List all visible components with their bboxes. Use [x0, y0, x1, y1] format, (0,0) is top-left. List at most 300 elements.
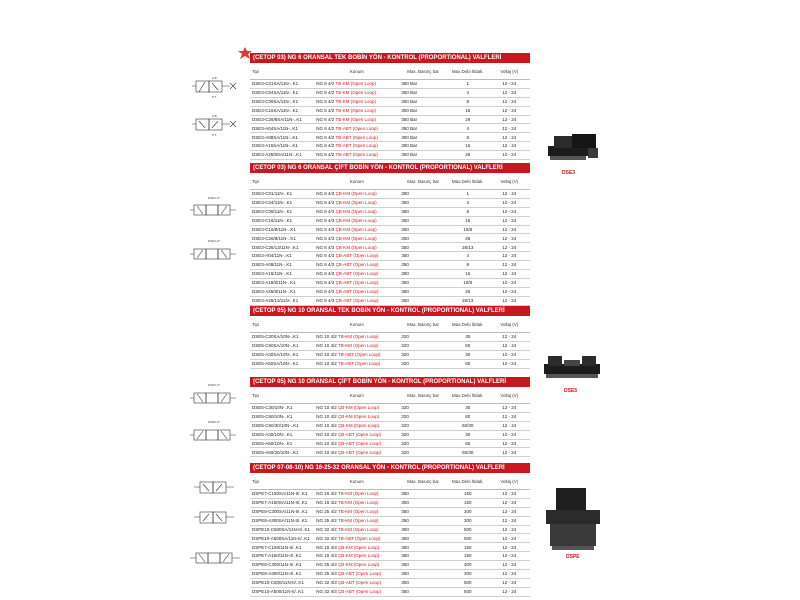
cell-voltage: 12 - 24	[488, 216, 530, 225]
position-mode: TB-KM (Open Loop)	[335, 81, 376, 87]
svg-text:P T: P T	[212, 95, 217, 99]
table-row	[250, 552, 530, 561]
position-size: NG 6 4/3	[316, 262, 335, 268]
position-mode: TB-KM (Open Loop)	[337, 491, 379, 497]
cell-position	[314, 507, 399, 516]
cell-flow: 16/8	[447, 278, 488, 287]
cell-position	[314, 142, 399, 151]
cell-flow: 30	[447, 430, 488, 439]
position-size: NG 32 4/3	[316, 580, 337, 586]
position-mode: ÇB-ABT (Open Loop)	[338, 431, 381, 437]
section-title: (CETOP 03) NG 6 ORANSAL ÇİFT BOBİN YÖN - KONTROL (PROPORTIONAL) VALFLERİ	[250, 163, 530, 173]
cell-pressure: 350	[399, 578, 447, 587]
position-size: NG 6 4/3	[316, 191, 335, 197]
cell-voltage: 12 - 24	[488, 507, 530, 516]
table-row	[250, 142, 530, 151]
cell-flow: 4	[447, 88, 488, 97]
cell-voltage: 12 - 24	[488, 552, 530, 561]
valve-product-image	[542, 352, 604, 387]
table-row	[250, 278, 530, 287]
position-size: NG 25 4/3	[316, 562, 337, 568]
cell-position	[314, 296, 399, 305]
table-row	[250, 561, 530, 570]
cell-pressure: 350	[399, 543, 447, 552]
position-mode: TB-KM (Open Loop)	[337, 517, 379, 523]
position-mode: ÇB-KM (Open Loop)	[335, 235, 377, 241]
position-mode: ÇB-ABT (Open Loop)	[338, 571, 381, 577]
cell-voltage: 12 - 24	[488, 261, 530, 270]
cell-pressure: 320	[399, 421, 447, 430]
cell-position	[314, 350, 399, 359]
cell-position	[314, 216, 399, 225]
cell-type: DSE5-A60/30/10N-..K1	[250, 448, 314, 457]
section-title: (CETOP 05) NG 10 ORANSAL ÇİFT BOBİN YÖN - KONTROL (PROPORTIONAL) VALFLERİ	[250, 377, 530, 387]
cell-flow: 16	[447, 270, 488, 279]
position-size: NG 6 4/3	[316, 200, 335, 206]
cell-pressure: 350	[399, 225, 447, 234]
position-mode: TB-ABT (Open Loop)	[337, 360, 381, 366]
cell-voltage: 12 - 24	[488, 243, 530, 252]
table-row	[250, 207, 530, 216]
cell-flow: 8	[447, 133, 488, 142]
position-size: NG 6 4/3	[316, 209, 335, 215]
cell-flow: 500	[447, 534, 488, 543]
spec-table	[250, 387, 530, 457]
position-size: NG 6 4/3	[316, 280, 335, 286]
cell-flow: 30	[447, 350, 488, 359]
cell-flow: 26	[447, 234, 488, 243]
product-label: DSPE	[566, 554, 580, 560]
cell-type: DSE5-A30/10N-..K1	[250, 430, 314, 439]
cell-pressure: 350 Bar	[399, 106, 447, 115]
cell-flow: 30	[447, 404, 488, 413]
cell-pressure: 320	[399, 350, 447, 359]
cell-pressure: 350	[399, 507, 447, 516]
table-row	[250, 570, 530, 579]
col-header-flow: Max.Debi lt/dak.	[447, 387, 488, 404]
cell-type: DSE3-C01SA/11N-..K1	[250, 80, 314, 89]
cell-pressure: 350 Bar	[399, 80, 447, 89]
cell-voltage: 12 - 24	[488, 234, 530, 243]
cell-position	[314, 525, 399, 534]
table-row	[250, 225, 530, 234]
col-header-type: Tipi	[250, 387, 314, 404]
cell-position	[314, 252, 399, 261]
position-size: NG 10 4/2	[316, 405, 337, 411]
table-row	[250, 80, 530, 89]
col-header-pressure: Max. Basınç bar	[399, 63, 447, 80]
table-row	[250, 124, 530, 133]
cell-position	[314, 115, 399, 124]
cell-pressure: 320	[399, 439, 447, 448]
cell-pressure: 350	[399, 516, 447, 525]
position-size: NG 16 4/2	[316, 491, 337, 497]
cell-flow: 16	[447, 106, 488, 115]
col-header-flow: Max.Debi lt/dak.	[447, 473, 488, 490]
cell-position	[314, 578, 399, 587]
position-size: NG 10 4/2	[316, 423, 337, 429]
table-row	[250, 97, 530, 106]
cell-type: DSPE8-C300SA/11N-II/..K1	[250, 507, 314, 516]
col-header-voltage: Voltaj (V)	[488, 387, 530, 404]
cell-voltage: 12 - 24	[488, 198, 530, 207]
cell-flow: 150	[447, 498, 488, 507]
cell-pressure: 350	[399, 234, 447, 243]
cell-position	[314, 552, 399, 561]
col-header-type: Tipi	[250, 173, 314, 190]
cell-pressure: 350	[399, 190, 447, 199]
cell-voltage: 12 - 24	[488, 490, 530, 499]
cell-pressure: 320	[399, 359, 447, 368]
cell-flow: 26	[447, 115, 488, 124]
spec-table	[250, 316, 530, 369]
cell-position	[314, 404, 399, 413]
cell-voltage: 12 - 24	[488, 587, 530, 596]
cell-voltage: 12 - 24	[488, 270, 530, 279]
cell-pressure: 350	[399, 198, 447, 207]
cell-pressure: 350 Bar	[399, 133, 447, 142]
cell-type: DSE3-C16/8/11N-..K1	[250, 225, 314, 234]
position-mode: TB-ABT (Open Loop)	[335, 125, 378, 131]
symbol-label: DSE3-A*	[208, 239, 221, 243]
cell-position	[314, 412, 399, 421]
table-row	[250, 490, 530, 499]
cell-flow: 4	[447, 198, 488, 207]
cell-type: DSE3-A26/8SA/11N-..K1	[250, 151, 314, 160]
position-size: NG 6 4/2	[316, 81, 335, 87]
cell-pressure: 350	[399, 287, 447, 296]
col-header-type: Tipi	[250, 316, 314, 333]
cell-flow: 4	[447, 252, 488, 261]
cell-flow: 60	[447, 439, 488, 448]
position-mode: ÇB-KM (Open Loop)	[335, 191, 377, 197]
position-size: NG 10 4/2	[316, 440, 337, 446]
cell-position	[314, 448, 399, 457]
position-mode: TB-KM (Open Loop)	[335, 99, 376, 105]
table-row	[250, 252, 530, 261]
position-size: NG 25 4/2	[316, 509, 337, 515]
col-header-type: Tipi	[250, 63, 314, 80]
cell-type: DSE3-C04/11N-..K1	[250, 198, 314, 207]
cell-type: DSPE7-A150/11N-II/..K1	[250, 552, 314, 561]
cell-pressure: 350	[399, 296, 447, 305]
table-row	[250, 151, 530, 160]
cell-type: DSPE10-A500SA/11N-II/..K1	[250, 534, 314, 543]
cell-voltage: 12 - 24	[488, 115, 530, 124]
col-header-position: Konum	[314, 387, 399, 404]
cell-voltage: 12 - 24	[488, 80, 530, 89]
cell-flow: 60	[447, 359, 488, 368]
col-header-voltage: Voltaj (V)	[488, 473, 530, 490]
cell-position	[314, 333, 399, 342]
position-mode: ÇB-KM (Open Loop)	[335, 209, 377, 215]
cell-type: DSE5-A60SA/10N-..K1	[250, 359, 314, 368]
cell-voltage: 12 - 24	[488, 525, 530, 534]
position-mode: ÇB-KM (Open Loop)	[338, 414, 380, 420]
section-ng16-32	[250, 463, 530, 597]
position-size: NG 10 4/2	[316, 414, 337, 420]
cell-position	[314, 421, 399, 430]
cell-pressure: 350	[399, 525, 447, 534]
table-row	[250, 525, 530, 534]
cell-position	[314, 561, 399, 570]
table-row	[250, 133, 530, 142]
cell-pressure: 350 Bar	[399, 124, 447, 133]
table-row	[250, 448, 530, 457]
cell-voltage: 12 - 24	[488, 207, 530, 216]
cell-type: DSE3-C01/11N-..K1	[250, 190, 314, 199]
valve-product-image	[542, 488, 604, 557]
cell-type: DSE3-C04SA/11N-..K1	[250, 88, 314, 97]
position-size: NG 10 4/2	[316, 360, 337, 366]
cell-type: DSPE8-A300SA/11N-II/..K1	[250, 516, 314, 525]
cell-position	[314, 106, 399, 115]
cell-type: DSE3-C26/8SA/11N-..K1	[250, 115, 314, 124]
cell-type: DSE5-C30/10N-..K1	[250, 404, 314, 413]
cell-voltage: 12 - 24	[488, 142, 530, 151]
position-mode: ÇB-KM (Open Loop)	[335, 200, 377, 206]
cell-pressure: 350 Bar	[399, 151, 447, 160]
table-row	[250, 534, 530, 543]
cell-type: DSPE7-C150SA/11N-II/..K1	[250, 490, 314, 499]
position-size: NG 6 4/3	[316, 235, 335, 241]
position-size: NG 6 4/2	[316, 125, 335, 131]
cell-position	[314, 97, 399, 106]
cell-flow: 150	[447, 552, 488, 561]
position-mode: ÇB-ABT (Open Loop)	[338, 589, 381, 595]
cell-position	[314, 190, 399, 199]
cell-flow: 60/30	[447, 421, 488, 430]
cell-position	[314, 570, 399, 579]
table-row	[250, 404, 530, 413]
cell-position	[314, 498, 399, 507]
col-header-pressure: Max. Basınç bar	[399, 387, 447, 404]
cell-pressure: 320	[399, 404, 447, 413]
cell-pressure: 350	[399, 270, 447, 279]
cell-flow: 300	[447, 507, 488, 516]
col-header-flow: Max.Debi lt/dak.	[447, 316, 488, 333]
cell-position	[314, 534, 399, 543]
table-row	[250, 412, 530, 421]
cell-voltage: 12 - 24	[488, 430, 530, 439]
position-size: NG 25 4/3	[316, 571, 337, 577]
cell-pressure: 350	[399, 261, 447, 270]
table-row	[250, 270, 530, 279]
cell-pressure: 350	[399, 561, 447, 570]
symbol-label: DSE3-C*	[208, 196, 221, 200]
cell-pressure: 350	[399, 243, 447, 252]
cell-pressure: 350 Bar	[399, 97, 447, 106]
position-size: NG 25 4/2	[316, 517, 337, 523]
cell-type: DSE3-A08SA/11N-..K1	[250, 133, 314, 142]
cell-flow: 60	[447, 412, 488, 421]
cell-type: DSE3-A04SA/11N-..K1	[250, 124, 314, 133]
cell-pressure: 350 Bar	[399, 142, 447, 151]
svg-text:A B: A B	[212, 114, 217, 118]
position-mode: TB-ABT (Open Loop)	[335, 152, 378, 158]
cell-voltage: 12 - 24	[488, 124, 530, 133]
position-size: NG 6 4/2	[316, 143, 335, 149]
cell-flow: 60/30	[447, 448, 488, 457]
cell-pressure: 320	[399, 341, 447, 350]
cell-flow: 26/13	[447, 243, 488, 252]
col-header-flow: Max.Debi lt/dak.	[447, 173, 488, 190]
cell-flow: 1	[447, 80, 488, 89]
position-mode: ÇB-KM (Open Loop)	[338, 562, 380, 568]
cell-pressure: 320	[399, 430, 447, 439]
cell-flow: 26	[447, 151, 488, 160]
cell-voltage: 12 - 24	[488, 341, 530, 350]
position-mode: TB-KM (Open Loop)	[337, 343, 379, 349]
table-row	[250, 216, 530, 225]
symbol-label: DSE5-C*	[208, 383, 221, 387]
cell-position	[314, 124, 399, 133]
cell-flow: 16	[447, 216, 488, 225]
table-row	[250, 350, 530, 359]
position-size: NG 6 4/3	[316, 253, 335, 259]
spec-table	[250, 63, 530, 160]
cell-voltage: 12 - 24	[488, 570, 530, 579]
position-mode: TB-KM (Open Loop)	[337, 526, 379, 532]
cell-type: DSE3-A26/8/11N-..K1	[250, 287, 314, 296]
section-ng6-double-coil	[250, 163, 530, 306]
table-row	[250, 261, 530, 270]
cell-flow: 60	[447, 341, 488, 350]
table-row	[250, 333, 530, 342]
position-mode: ÇB-KM (Open Loop)	[338, 544, 380, 550]
position-mode: ÇB-KM (Open Loop)	[335, 226, 377, 232]
symbol-label: DSE5-A*	[208, 420, 221, 424]
col-header-voltage: Voltaj (V)	[488, 173, 530, 190]
cell-pressure: 350	[399, 534, 447, 543]
section-ng10-single-coil	[250, 306, 530, 369]
cell-type: DSE5-C60SA/10N-..K1	[250, 341, 314, 350]
position-size: NG 6 4/2	[316, 107, 335, 113]
position-mode: ÇB-ABT (Open Loop)	[335, 297, 379, 303]
cell-type: DSE3-C26/8/11N-..K1	[250, 234, 314, 243]
cell-pressure: 320	[399, 412, 447, 421]
position-size: NG 10 4/2	[316, 431, 337, 437]
table-row	[250, 296, 530, 305]
cell-position	[314, 270, 399, 279]
cell-position	[314, 198, 399, 207]
position-size: NG 32 4/2	[316, 526, 337, 532]
cell-flow: 300	[447, 561, 488, 570]
cell-type: DSPE8-C300/11N-II/..K1	[250, 561, 314, 570]
cell-type: DSE3-C08/11N-..K1	[250, 207, 314, 216]
col-header-voltage: Voltaj (V)	[488, 316, 530, 333]
position-size: NG 10 4/2	[316, 334, 337, 340]
position-mode: TB-ABT (Open Loop)	[335, 134, 378, 140]
cell-position	[314, 430, 399, 439]
table-body	[250, 490, 530, 597]
valve-symbol-icon	[190, 244, 242, 271]
cell-type: DSE3-C08SA/11N-..K1	[250, 97, 314, 106]
cell-voltage: 12 - 24	[488, 106, 530, 115]
cell-type: DSE3-A16/11N-..K1	[250, 270, 314, 279]
position-mode: ÇB-ABT (Open Loop)	[338, 580, 381, 586]
table-body	[250, 404, 530, 457]
cell-position	[314, 234, 399, 243]
table-row	[250, 359, 530, 368]
cell-flow: 16/8	[447, 225, 488, 234]
position-mode: TB-ABT (Open Loop)	[337, 535, 381, 541]
position-size: NG 6 4/2	[316, 90, 335, 96]
cell-pressure: 320	[399, 448, 447, 457]
table-row	[250, 287, 530, 296]
valve-symbol-icon	[190, 74, 242, 107]
cell-voltage: 12 - 24	[488, 133, 530, 142]
col-header-position: Konum	[314, 316, 399, 333]
cell-type: DSPE10-C500/11N-II/..K1	[250, 578, 314, 587]
table-row	[250, 430, 530, 439]
product-label: DSE5	[564, 388, 578, 394]
valve-symbol-icon	[190, 548, 246, 575]
position-size: NG 16 4/2	[316, 500, 337, 506]
position-size: NG 6 4/3	[316, 217, 335, 223]
position-size: NG 6 4/2	[316, 134, 335, 140]
cell-flow: 8	[447, 97, 488, 106]
cell-type: DSPE10-C500SA/11N-II/..K1	[250, 525, 314, 534]
cell-pressure: 350	[399, 587, 447, 596]
cell-flow: 30	[447, 333, 488, 342]
cell-position	[314, 587, 399, 596]
cell-type: DSE3-C16SA/11N-..K1	[250, 106, 314, 115]
cell-position	[314, 207, 399, 216]
position-mode: TB-ABT (Open Loop)	[337, 352, 381, 358]
position-mode: TB-ABT (Open Loop)	[335, 143, 378, 149]
position-size: NG 10 4/2	[316, 449, 337, 455]
cell-position	[314, 80, 399, 89]
table-row	[250, 88, 530, 97]
position-mode: ÇB-ABT (Open Loop)	[335, 289, 379, 295]
cell-voltage: 12 - 24	[488, 578, 530, 587]
position-mode: TB-KM (Open Loop)	[337, 500, 379, 506]
col-header-position: Konum	[314, 63, 399, 80]
position-mode: TB-KM (Open Loop)	[335, 116, 376, 122]
table-row	[250, 543, 530, 552]
valve-symbol-icon	[190, 388, 242, 415]
cell-type: DSE5-C60/10N-..K1	[250, 412, 314, 421]
section-ng6-single-coil	[250, 53, 530, 160]
cell-type: DSPE7-C150/11N-II/..K1	[250, 543, 314, 552]
position-size: NG 10 4/2	[316, 352, 337, 358]
cell-pressure: 350	[399, 570, 447, 579]
table-body	[250, 80, 530, 160]
cell-flow: 26	[447, 287, 488, 296]
position-mode: TB-KM (Open Loop)	[337, 334, 379, 340]
position-mode: ÇB-ABT (Open Loop)	[335, 262, 379, 268]
col-header-flow: Max.Debi lt/dak.	[447, 63, 488, 80]
cell-voltage: 12 - 24	[488, 561, 530, 570]
table-row	[250, 498, 530, 507]
cell-voltage: 12 - 24	[488, 97, 530, 106]
table-row	[250, 421, 530, 430]
cell-position	[314, 516, 399, 525]
position-size: NG 32 4/2	[316, 535, 337, 541]
cell-voltage: 12 - 24	[488, 448, 530, 457]
svg-text:A B: A B	[212, 76, 217, 80]
cell-type: DSE3-C26/13/11N-..K1	[250, 243, 314, 252]
position-mode: TB-KM (Open Loop)	[335, 107, 376, 113]
position-size: NG 16 4/3	[316, 544, 337, 550]
col-header-position: Konum	[314, 173, 399, 190]
cell-type: DSE3-A26/13/11N-..K1	[250, 296, 314, 305]
valve-symbol-icon	[190, 112, 242, 145]
cell-voltage: 12 - 24	[488, 151, 530, 160]
cell-type: DSE3-A08/11N-..K1	[250, 261, 314, 270]
cell-position	[314, 151, 399, 160]
